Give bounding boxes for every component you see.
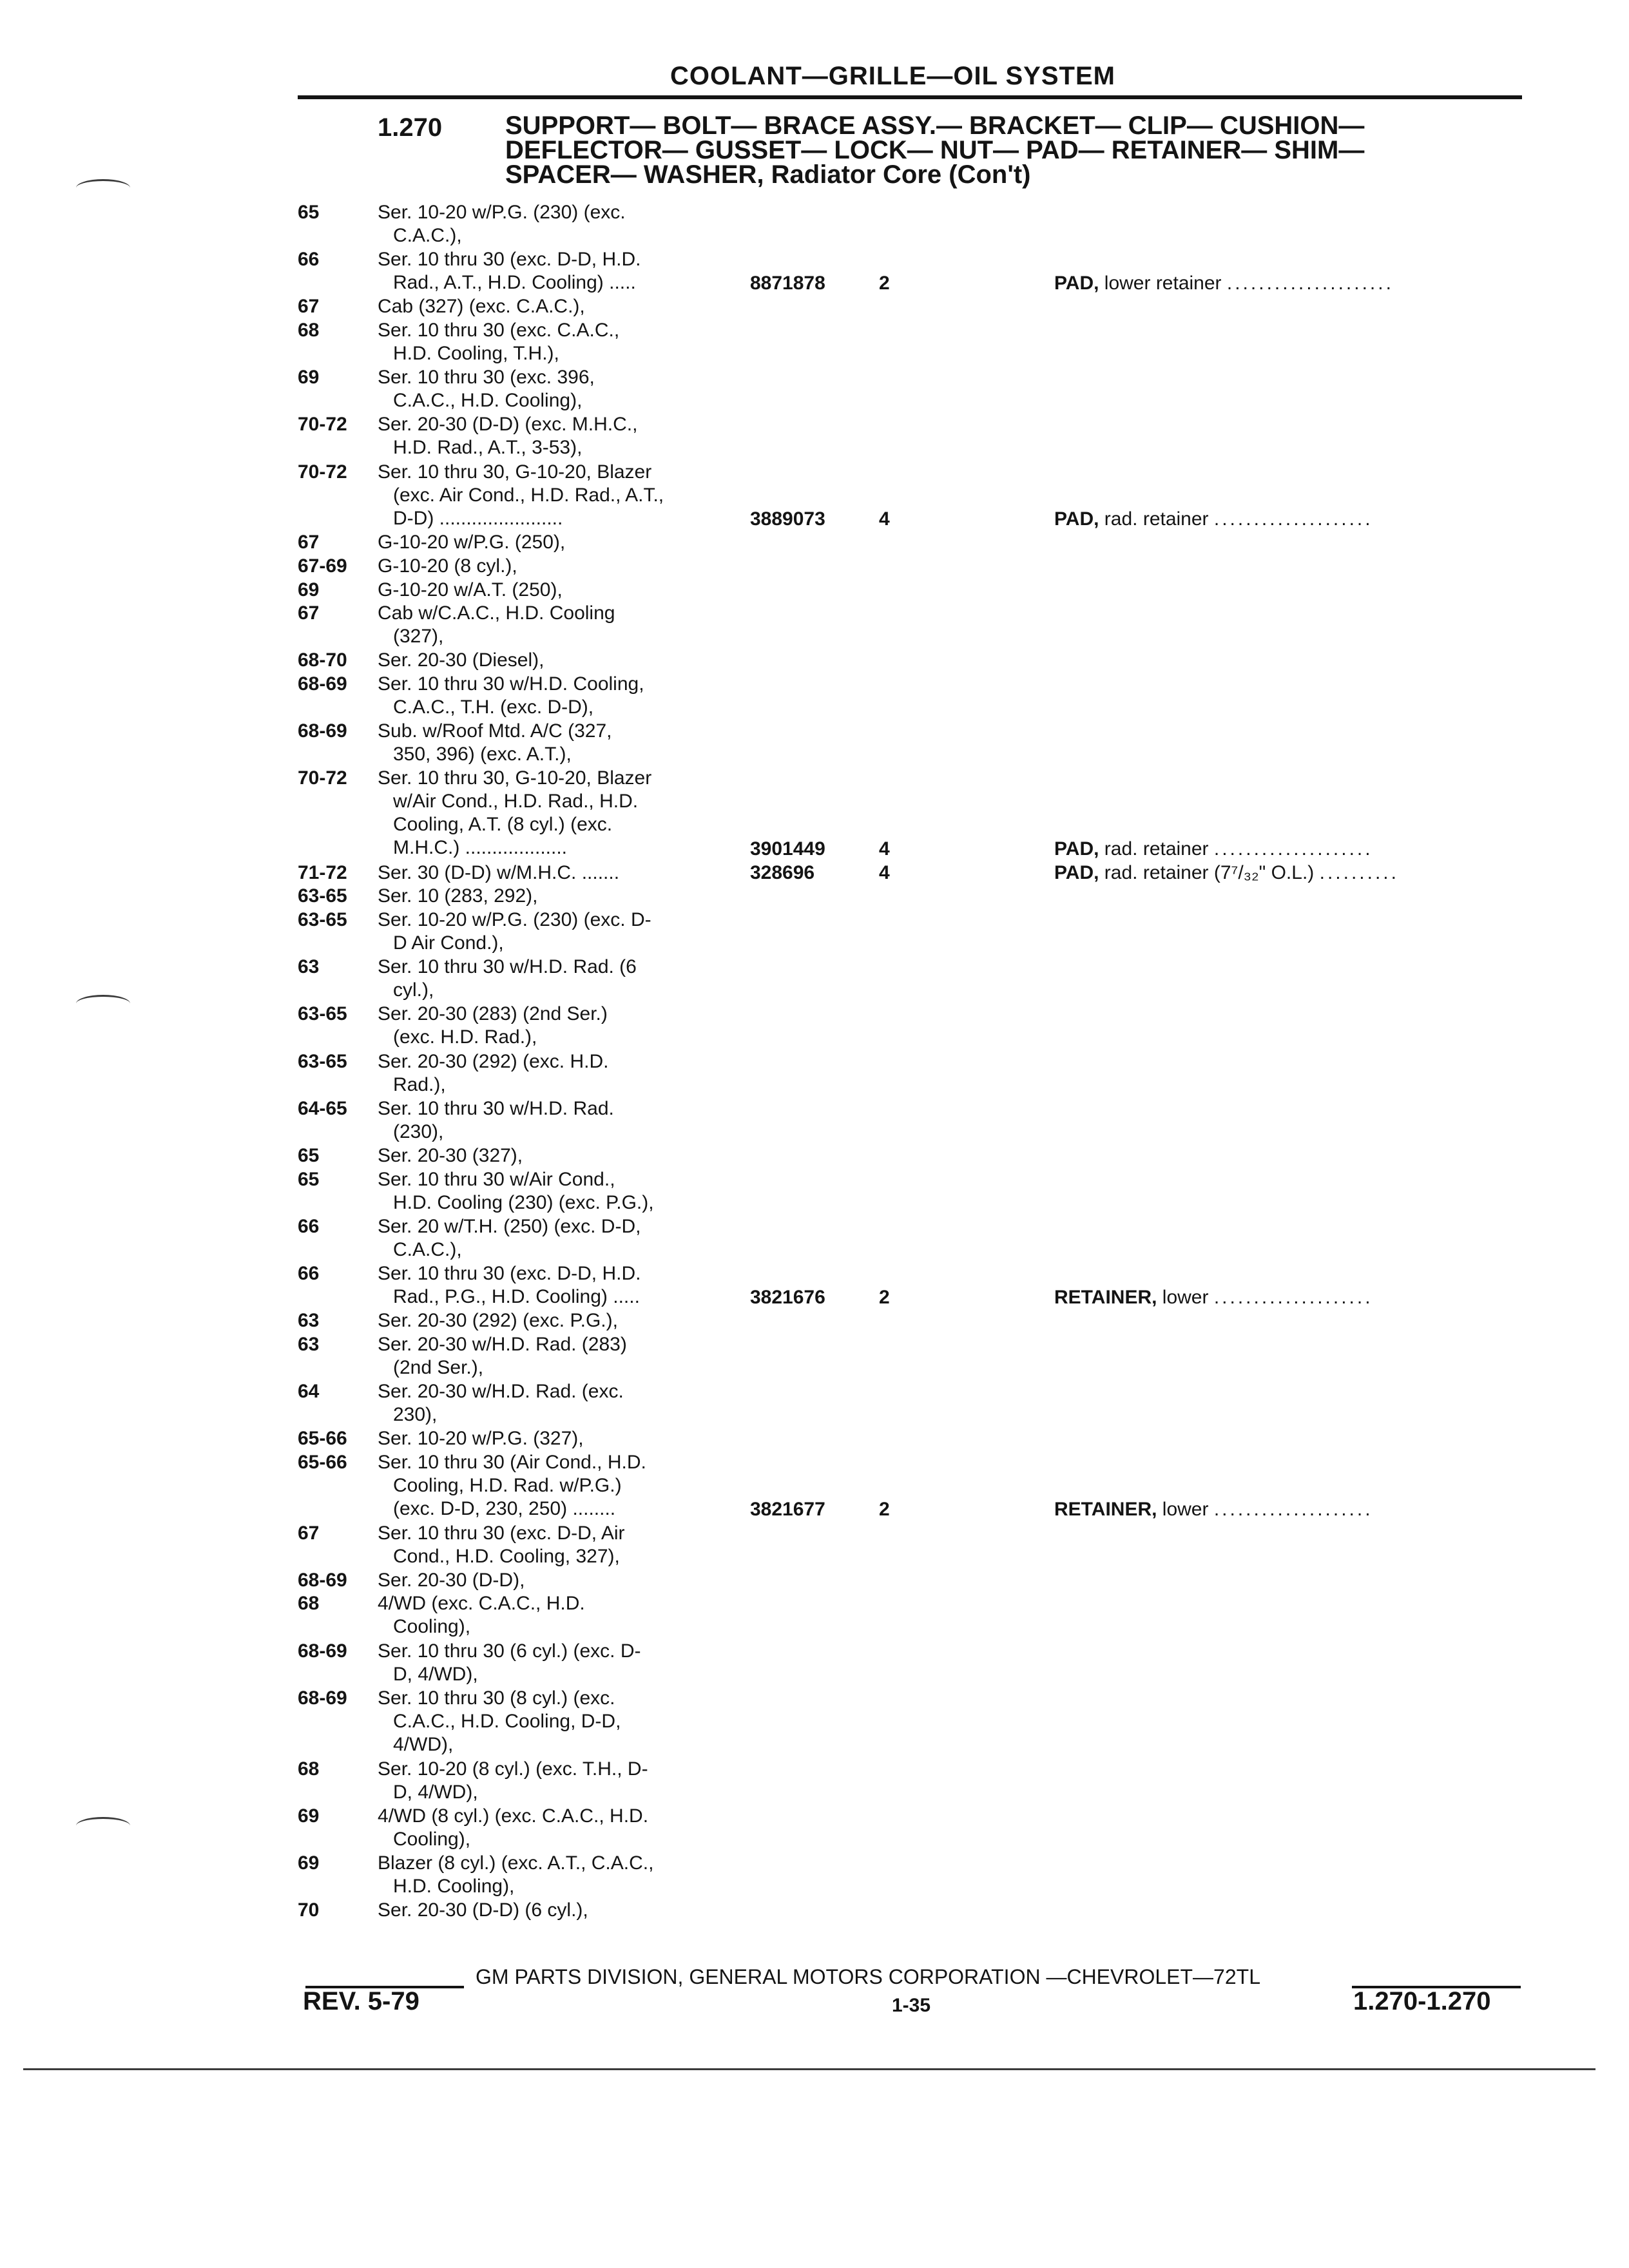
punch-hole-mark [76,179,130,197]
application-description [378,1522,726,1568]
description-line: G-10-20 w/A.T. (250), [378,579,563,601]
description-line: cyl.), [393,979,434,1001]
description-line: Rad., P.G., H.D. Cooling) ..... [393,1286,640,1307]
application-description [378,649,726,672]
description-line: 4/WD (8 cyl.) (exc. C.A.C., H.D. [378,1805,649,1827]
description-line: Cab (327) (exc. C.A.C.), [378,296,585,318]
application-description [378,720,726,766]
model-year: 70-72 [298,414,347,436]
description-line: Ser. 10 thru 30 (exc. D-D, H.D. [378,1263,641,1284]
part-number: 328696 [750,861,815,883]
description-line: Ser. 30 (D-D) w/M.H.C. ....... [378,861,620,883]
model-year: 67 [298,602,320,624]
description-line: Ser. 10 thru 30 w/H.D. Rad. (6 [378,956,637,978]
description-line: (exc. Air Cond., H.D. Rad., A.T., [393,484,664,506]
footer-publisher: GM PARTS DIVISION, GENERAL MOTORS CORPORATION —CHEVROLET—72TL [476,1965,1260,1988]
footer-section-range: 1.270-1.270 [1353,1987,1491,2015]
part-number: 3901449 [750,838,825,860]
part-name [1054,1498,1518,1521]
application-description [378,673,726,719]
model-year: 70-72 [298,461,347,483]
model-year: 68 [298,320,320,341]
model-year: 68-69 [298,1687,347,1709]
model-year: 67-69 [298,555,347,577]
model-year: 71-72 [298,861,347,883]
description-line: 230), [393,1404,438,1425]
description-line: Ser. 20-30 (D-D) (6 cyl.), [378,1899,588,1921]
description-line: C.A.C.), [393,225,462,246]
description-line: Ser. 10-20 (8 cyl.) (exc. T.H., D- [378,1758,648,1780]
application-description [378,885,726,908]
model-year: 68-69 [298,1569,347,1591]
model-year: 65 [298,202,320,223]
page-header-title: COOLANT—GRILLE—OIL SYSTEM [670,62,1115,90]
part-number: 3889073 [750,508,825,530]
part-name-keyword: PAD, [1054,861,1099,883]
description-line: Ser. 10 thru 30 (exc. D-D, Air [378,1522,625,1544]
description-line: H.D. Cooling, T.H.), [393,343,559,364]
part-name [1054,272,1518,295]
description-line: 4/WD), [393,1733,454,1755]
description-line: (230), [393,1120,444,1142]
part-number: 8871878 [750,272,825,294]
quantity: 4 [879,508,890,530]
description-line: D Air Cond.), [393,932,504,954]
description-line: Ser. 20-30 (292) (exc. P.G.), [378,1310,618,1332]
dot-leader: .................... [1213,838,1373,860]
section-title-line: SPACER— WASHER, Radiator Core (Con't) [505,160,1031,189]
application-description [378,1592,726,1639]
application-description [378,1144,726,1168]
description-line: Ser. 10-20 w/P.G. (230) (exc. [378,202,626,223]
part-name-keyword: PAD, [1054,508,1099,530]
quantity: 4 [879,861,890,883]
application-description [378,1003,726,1049]
description-line: Ser. 20-30 (327), [378,1145,523,1166]
description-line: Cooling, H.D. Rad. w/P.G.) [393,1474,622,1496]
application-description [378,767,726,860]
application-description [378,1262,726,1309]
model-year: 68-69 [298,673,347,695]
application-description [378,1097,726,1144]
model-year: 68 [298,1758,320,1780]
part-name [1054,508,1518,531]
application-description [378,1805,726,1851]
application-description [378,1427,726,1450]
description-line: (327), [393,626,444,648]
dot-leader: ..................... [1226,272,1394,294]
description-line: Ser. 10 thru 30 w/H.D. Rad. [378,1097,614,1119]
model-year: 67 [298,1522,320,1544]
dot-leader: .................... [1213,1286,1373,1308]
application-description [378,1758,726,1804]
part-name-detail: rad. retainer [1104,838,1209,860]
description-line: Ser. 10-20 w/P.G. (230) (exc. D- [378,909,651,930]
section-title-line: SUPPORT— BOLT— BRACE ASSY.— BRACKET— CLIP— CUSHION— [505,111,1365,140]
footer-revision: REV. 5-79 [303,1987,419,2015]
application-description [378,1168,726,1215]
model-year: 63 [298,1333,320,1355]
description-line: H.D. Rad., A.T., 3-53), [393,437,583,459]
description-line: Ser. 10 thru 30, G-10-20, Blazer [378,767,652,789]
quantity: 4 [879,838,890,860]
part-name-keyword: RETAINER, [1054,1286,1157,1308]
description-line: 4/WD (exc. C.A.C., H.D. [378,1593,585,1615]
model-year: 70-72 [298,767,347,789]
part-name [1054,1286,1518,1309]
part-name-keyword: PAD, [1054,272,1099,294]
model-year: 65-66 [298,1451,347,1473]
application-description [378,1569,726,1592]
description-line: C.A.C., T.H. (exc. D-D), [393,697,594,718]
quantity: 2 [879,272,890,294]
description-line: Sub. w/Roof Mtd. A/C (327, [378,720,612,742]
description-line: Cooling), [393,1616,471,1638]
quantity: 2 [879,1498,890,1520]
model-year: 65-66 [298,1428,347,1450]
model-year: 67 [298,532,320,553]
part-name-detail: lower [1162,1286,1209,1308]
description-line: Cooling), [393,1828,471,1850]
description-line: Ser. 20-30 (D-D) (exc. M.H.C., [378,414,638,436]
description-line: (exc. H.D. Rad.), [393,1026,537,1048]
model-year: 69 [298,367,320,389]
model-year: 69 [298,1852,320,1874]
description-line: C.A.C., H.D. Cooling), [393,390,583,412]
part-name-detail: lower [1162,1498,1209,1520]
footer-page-number: 1-35 [892,1995,931,2016]
section-title [505,113,1536,187]
description-line: Blazer (8 cyl.) (exc. A.T., C.A.C., [378,1852,654,1874]
part-name [1054,861,1518,885]
application-description [378,1215,726,1262]
description-line: Ser. 10 thru 30 (Air Cond., H.D. [378,1451,646,1473]
description-line: Cooling, A.T. (8 cyl.) (exc. [393,814,613,836]
application-description [378,1852,726,1898]
description-line: C.A.C.), [393,1238,462,1260]
application-description [378,366,726,412]
model-year: 63-65 [298,1050,347,1072]
application-description [378,1333,726,1379]
model-year: 69 [298,1805,320,1827]
description-line: Ser. 10 thru 30 (exc. C.A.C., [378,320,620,341]
dot-leader: .......... [1319,861,1399,883]
description-line: H.D. Cooling), [393,1876,515,1897]
description-line: Ser. 10 thru 30 (8 cyl.) (exc. [378,1687,615,1709]
application-description [378,555,726,578]
description-line: Rad.), [393,1073,446,1095]
description-line: M.H.C.) ................... [393,837,568,859]
application-description [378,1309,726,1332]
description-line: Ser. 20-30 w/H.D. Rad. (exc. [378,1381,624,1402]
model-year: 67 [298,296,320,318]
section-number: 1.270 [378,113,443,142]
model-year: 70 [298,1899,320,1921]
description-line: Ser. 10 thru 30 (exc. 396, [378,367,595,389]
application-description [378,531,726,554]
application-description [378,413,726,459]
application-description [378,1380,726,1427]
description-line: D, 4/WD), [393,1781,478,1803]
description-line: Ser. 20-30 (D-D), [378,1569,525,1591]
description-line: Ser. 10 thru 30 (exc. D-D, H.D. [378,249,641,271]
application-description [378,908,726,955]
description-line: Cab w/C.A.C., H.D. Cooling [378,602,615,624]
application-description [378,1640,726,1686]
part-name [1054,838,1518,861]
model-year: 63 [298,1310,320,1332]
part-number: 3821677 [750,1498,825,1520]
description-line: Ser. 20-30 (Diesel), [378,649,545,671]
dot-leader: .................... [1213,1498,1373,1520]
part-name-keyword: RETAINER, [1054,1498,1157,1520]
application-description [378,295,726,318]
bottom-scan-line [23,2068,1595,2070]
part-name-detail: lower retainer [1104,272,1222,294]
application-description [378,1687,726,1756]
part-name-detail: rad. retainer (7⁷/₃₂" O.L.) [1104,861,1315,883]
section-title-line: DEFLECTOR— GUSSET— LOCK— NUT— PAD— RETAINER— SHIM— [505,136,1365,164]
application-description [378,1451,726,1521]
application-description [378,861,726,885]
model-year: 63 [298,956,320,978]
part-name-detail: rad. retainer [1104,508,1209,530]
description-line: Ser. 10 thru 30 w/H.D. Cooling, [378,673,644,695]
application-description [378,579,726,602]
punch-hole-mark [76,1817,130,1834]
punch-hole-mark [76,995,130,1012]
description-line: Ser. 10 thru 30 (6 cyl.) (exc. D- [378,1640,641,1662]
description-line: Ser. 20-30 (292) (exc. H.D. [378,1050,609,1072]
model-year: 68 [298,1593,320,1615]
description-line: Ser. 20-30 (283) (2nd Ser.) [378,1003,608,1025]
model-year: 65 [298,1145,320,1166]
model-year: 68-69 [298,1640,347,1662]
description-line: C.A.C., H.D. Cooling, D-D, [393,1710,621,1732]
quantity: 2 [879,1286,890,1308]
description-line: G-10-20 (8 cyl.), [378,555,517,577]
description-line: Ser. 20 w/T.H. (250) (exc. D-D, [378,1215,641,1237]
application-description [378,602,726,648]
model-year: 66 [298,249,320,271]
description-line: Ser. 20-30 w/H.D. Rad. (283) [378,1333,627,1355]
application-description [378,956,726,1002]
model-year: 69 [298,579,320,601]
application-description [378,319,726,365]
model-year: 63-65 [298,1003,347,1025]
description-line: Rad., A.T., H.D. Cooling) ..... [393,272,636,294]
application-description [378,461,726,530]
model-year: 63-65 [298,885,347,907]
part-name-keyword: PAD, [1054,838,1099,860]
model-year: 66 [298,1263,320,1284]
description-line: D, 4/WD), [393,1663,478,1685]
description-line: G-10-20 w/P.G. (250), [378,532,566,553]
model-year: 64-65 [298,1097,347,1119]
description-line: Cond., H.D. Cooling, 327), [393,1545,620,1567]
model-year: 68-69 [298,720,347,742]
description-line: H.D. Cooling (230) (exc. P.G.), [393,1191,654,1213]
model-year: 64 [298,1381,320,1402]
model-year: 66 [298,1215,320,1237]
application-description [378,1899,726,1922]
description-line: D-D) ....................... [393,507,563,529]
description-line: (2nd Ser.), [393,1356,484,1378]
part-number: 3821676 [750,1286,825,1308]
header-rule [298,95,1522,99]
description-line: Ser. 10 (283, 292), [378,885,538,907]
application-description [378,201,726,247]
model-year: 63-65 [298,909,347,930]
application-description [378,248,726,294]
model-year: 65 [298,1168,320,1190]
description-line: Ser. 10 thru 30 w/Air Cond., [378,1168,615,1190]
description-line: (exc. D-D, 230, 250) ........ [393,1497,616,1519]
description-line: Ser. 10 thru 30, G-10-20, Blazer [378,461,652,483]
description-line: 350, 396) (exc. A.T.), [393,744,572,765]
description-line: w/Air Cond., H.D. Rad., H.D. [393,791,639,812]
application-description [378,1050,726,1097]
model-year: 68-70 [298,649,347,671]
dot-leader: .................... [1213,508,1373,530]
description-line: Ser. 10-20 w/P.G. (327), [378,1428,584,1450]
